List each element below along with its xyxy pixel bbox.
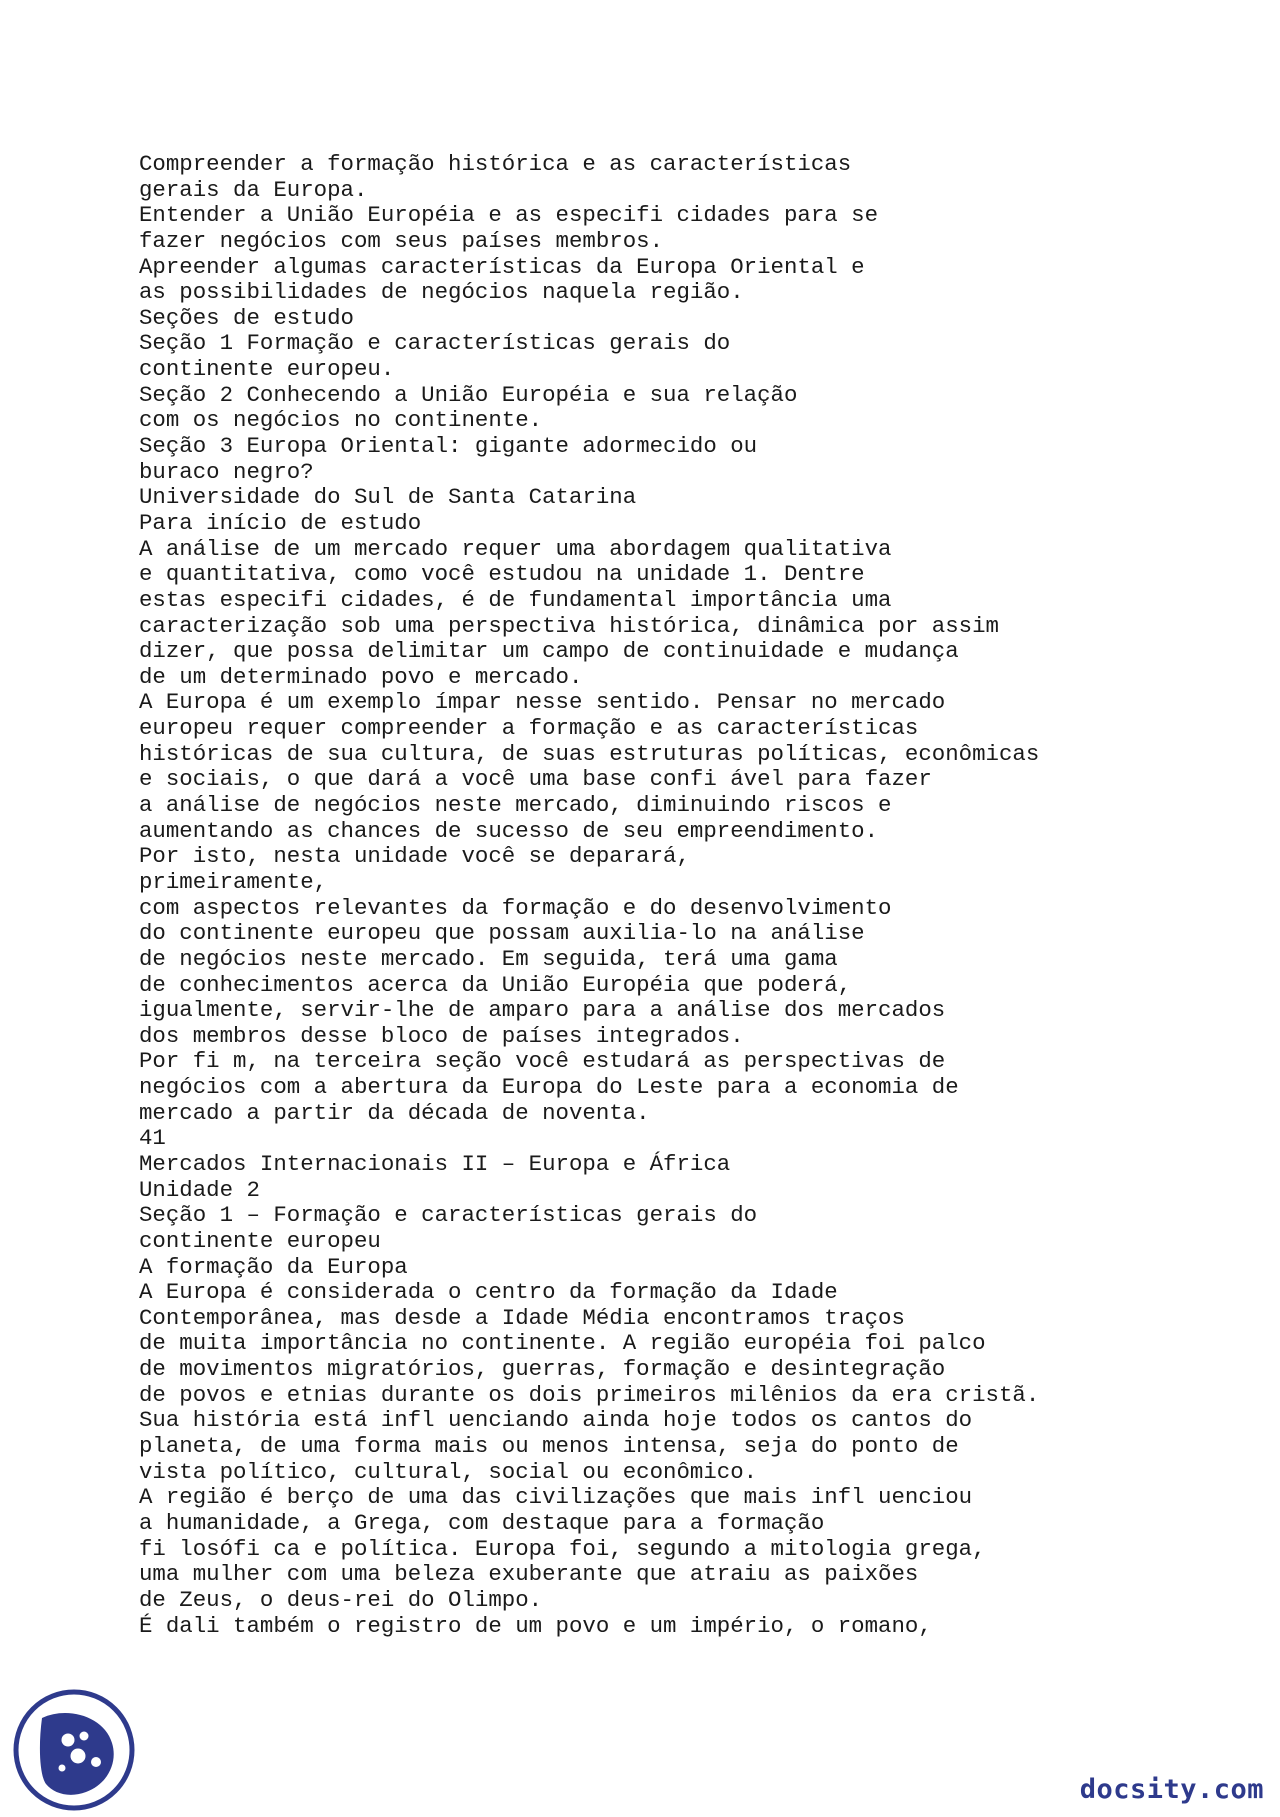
text-line: aumentando as chances de sucesso de seu empreendimento.	[139, 817, 879, 844]
text-line: A Europa é um exemplo ímpar nesse sentido. Pensar no mercado	[139, 689, 946, 716]
text-line: as possibilidades de negócios naquela região.	[139, 279, 744, 306]
text-line: caracterização sob uma perspectiva histórica, dinâmica por assim	[139, 612, 999, 639]
docsity-brand-link[interactable]: docsity.com	[1079, 1774, 1264, 1805]
text-line: históricas de sua cultura, de suas estruturas políticas, econômicas	[139, 740, 1040, 767]
text-line: a humanidade, a Grega, com destaque para a formação	[139, 1509, 825, 1536]
text-line: A análise de um mercado requer uma abordagem qualitativa	[139, 535, 892, 562]
text-line: A região é berço de uma das civilizações que mais infl uenciou	[139, 1484, 973, 1511]
text-line: com os negócios no continente.	[139, 407, 543, 434]
text-line: com aspectos relevantes da formação e do desenvolvimento	[139, 894, 892, 921]
text-line: e sociais, o que dará a você uma base confi ável para fazer	[139, 766, 932, 793]
text-line: de muita importância no continente. A região européia foi palco	[139, 1330, 986, 1357]
text-line: dos membros desse bloco de países integrados.	[139, 1022, 744, 1049]
text-line: Para início de estudo	[139, 509, 422, 536]
text-line: A formação da Europa	[139, 1253, 408, 1280]
text-line: mercado a partir da década de noventa.	[139, 1099, 650, 1126]
text-line: Seção 3 Europa Oriental: gigante adormecido ou	[139, 433, 758, 460]
text-line: de Zeus, o deus-rei do Olimpo.	[139, 1586, 543, 1613]
text-line: Contemporânea, mas desde a Idade Média encontramos traços	[139, 1304, 905, 1331]
text-line: vista político, cultural, social ou econômico.	[139, 1458, 758, 1485]
text-line: primeiramente,	[139, 868, 328, 895]
text-line: igualmente, servir-lhe de amparo para a análise dos mercados	[139, 997, 946, 1024]
text-line: europeu requer compreender a formação e as características	[139, 715, 919, 742]
text-line: A Europa é considerada o centro da formação da Idade	[139, 1279, 838, 1306]
text-line: continente europeu	[139, 1227, 381, 1254]
text-line: gerais da Europa.	[139, 176, 368, 203]
text-line: Seção 1 – Formação e características gerais do	[139, 1202, 758, 1229]
text-line: de um determinado povo e mercado.	[139, 663, 583, 690]
text-line: Apreender algumas características da Europa Oriental e	[139, 253, 865, 280]
text-line: Universidade do Sul de Santa Catarina	[139, 484, 637, 511]
text-line: fazer negócios com seus países membros.	[139, 227, 664, 254]
text-line: do continente europeu que possam auxilia-lo na análise	[139, 920, 865, 947]
text-line: estas especifi cidades, é de fundamental importância uma	[139, 586, 892, 613]
text-line: de povos e etnias durante os dois primeiros milênios da era cristã.	[139, 1381, 1040, 1408]
text-line: de movimentos migratórios, guerras, formação e desintegração	[139, 1356, 946, 1383]
text-line: Compreender a formação histórica e as características	[139, 151, 852, 177]
text-line: a análise de negócios neste mercado, diminuindo riscos e	[139, 792, 892, 819]
text-line: de conhecimentos acerca da União Européia que poderá,	[139, 971, 852, 998]
text-line: É dali também o registro de um povo e um império, o romano,	[139, 1612, 932, 1639]
text-line: Sua história está infl uenciando ainda hoje todos os cantos do	[139, 1407, 973, 1434]
text-line: buraco negro?	[139, 458, 314, 485]
text-line: continente europeu.	[139, 356, 395, 383]
text-line: Unidade 2	[139, 1176, 260, 1203]
text-line: Por isto, nesta unidade você se deparará,	[139, 843, 690, 870]
text-line: de negócios neste mercado. Em seguida, terá uma gama	[139, 945, 838, 972]
text-line: planeta, de uma forma mais ou menos intensa, seja do ponto de	[139, 1433, 959, 1460]
page-number: 41	[139, 1125, 166, 1152]
text-line: Seções de estudo	[139, 304, 354, 331]
text-line: e quantitativa, como você estudou na unidade 1. Dentre	[139, 561, 865, 588]
docsity-logo-icon[interactable]	[12, 1688, 136, 1812]
text-line: fi losófi ca e política. Europa foi, segundo a mitologia grega,	[139, 1535, 986, 1562]
text-line: uma mulher com uma beleza exuberante que atraiu as paixões	[139, 1561, 919, 1588]
text-line: Seção 1 Formação e características gerais do	[139, 330, 731, 357]
text-line: Entender a União Européia e as especifi cidades para se	[139, 202, 879, 229]
docsity-logo-svg	[12, 1688, 136, 1812]
document-body	[139, 152, 1139, 1639]
text-line: Mercados Internacionais II – Europa e África	[139, 1150, 731, 1177]
text-line: Seção 2 Conhecendo a União Européia e sua relação	[139, 381, 798, 408]
text-line: Por fi m, na terceira seção você estudará as perspectivas de	[139, 1048, 946, 1075]
text-line: negócios com a abertura da Europa do Leste para a economia de	[139, 1074, 959, 1101]
text-line: dizer, que possa delimitar um campo de continuidade e mudança	[139, 638, 959, 665]
